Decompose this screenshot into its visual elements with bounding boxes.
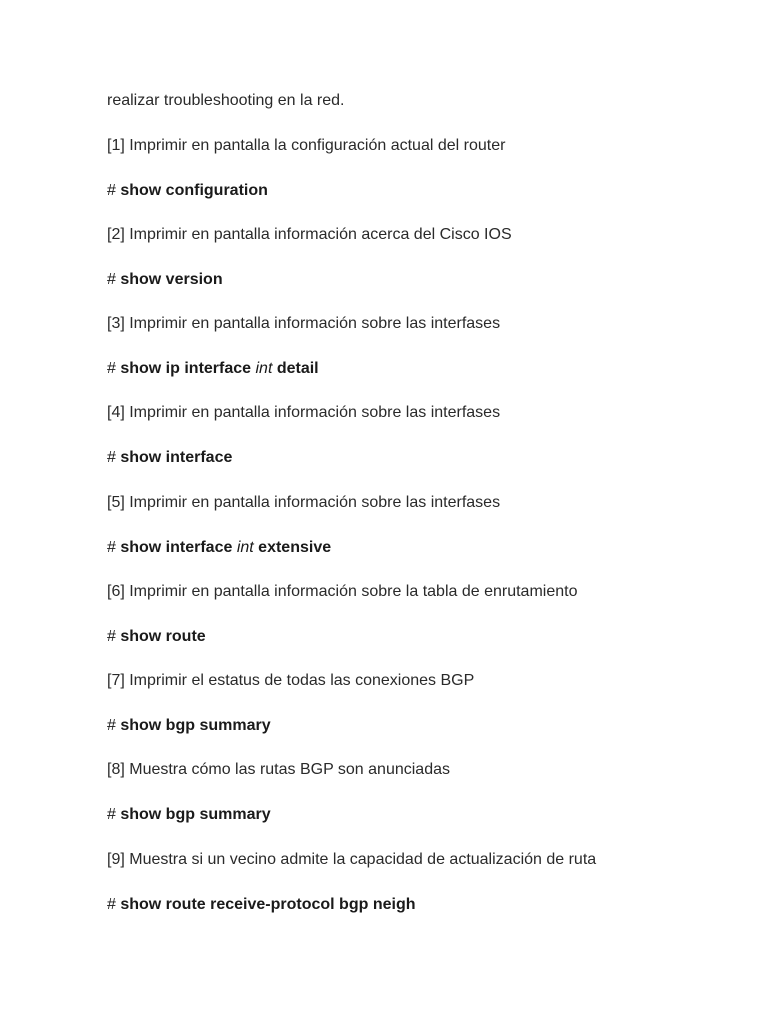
command-line — [107, 448, 232, 468]
prompt-hash: # — [107, 896, 121, 913]
command-line — [107, 538, 331, 558]
command-text: show version — [120, 271, 223, 288]
command-argument: int — [236, 539, 254, 556]
prompt-hash: # — [107, 271, 121, 288]
prompt-hash: # — [107, 806, 121, 823]
item-description: [9] Muestra si un vecino admite la capacidad de actualización de ruta — [107, 851, 597, 868]
item-description: [5] Imprimir en pantalla información sobre las interfases — [107, 494, 501, 511]
prompt-hash: # — [107, 717, 121, 734]
prompt-hash: # — [107, 182, 121, 199]
command-text: show interface — [120, 539, 237, 556]
command-line — [107, 805, 271, 825]
command-text: show route receive-protocol bgp neigh — [120, 896, 416, 913]
item-description: [7] Imprimir el estatus de todas las conexiones BGP — [107, 672, 475, 689]
command-line — [107, 627, 206, 647]
intro-text: realizar troubleshooting en la red. — [107, 92, 345, 109]
command-argument: int — [255, 360, 273, 377]
command-text: show bgp summary — [120, 717, 271, 734]
prompt-hash: # — [107, 449, 121, 466]
command-text: show ip interface — [120, 360, 256, 377]
command-line — [107, 716, 271, 736]
item-description: [4] Imprimir en pantalla información sobre las interfases — [107, 404, 501, 421]
command-line — [107, 270, 223, 290]
command-text: show interface — [120, 449, 233, 466]
item-description: [1] Imprimir en pantalla la configuración actual del router — [107, 137, 506, 154]
item-description: [8] Muestra cómo las rutas BGP son anunciadas — [107, 761, 450, 778]
command-tail: detail — [272, 360, 319, 377]
item-description: [3] Imprimir en pantalla información sobre las interfases — [107, 315, 501, 332]
command-text: show route — [120, 628, 206, 645]
command-line — [107, 359, 319, 379]
command-line — [107, 895, 415, 915]
item-description: [2] Imprimir en pantalla información acerca del Cisco IOS — [107, 226, 512, 243]
prompt-hash: # — [107, 539, 121, 556]
prompt-hash: # — [107, 360, 121, 377]
command-text: show bgp summary — [120, 806, 271, 823]
item-description: [6] Imprimir en pantalla información sobre la tabla de enrutamiento — [107, 583, 578, 600]
command-tail: extensive — [253, 539, 332, 556]
prompt-hash: # — [107, 628, 121, 645]
command-line — [107, 181, 268, 201]
command-text: show configuration — [120, 182, 268, 199]
